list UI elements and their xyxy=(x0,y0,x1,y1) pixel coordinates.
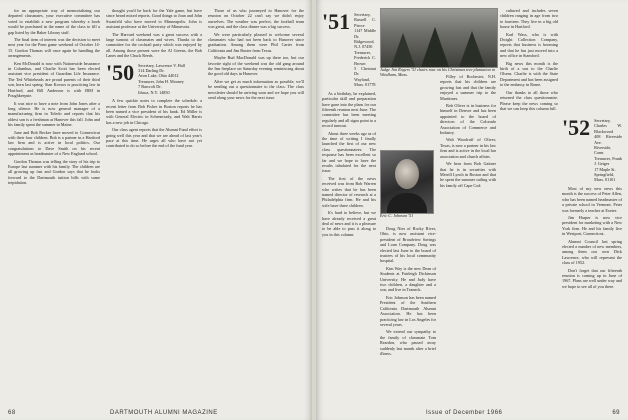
paragraph: Big news this month is the birth of a son to the Charlie Olsens. Charlie is with the State Department and has been assigned to the embassy in Rome. xyxy=(500,60,558,88)
paragraph: Ken McDonald is now with Nationwide Insurance in Columbus, and Charlie Scott has been elected assistant vice president of Guardian Life Insurance. The Ted Whiteheads are proud parents of their third son, born last spring. Stan Kovacs is practicing law in Hartford, and Bill Anderson is with IBM in Poughkeepsie. xyxy=(8,60,100,99)
class-officers xyxy=(138,63,185,95)
paragraph: The final item of interest was the decision to meet next year for the Penn game weekend of October 14-15. Gordon Thomas will once again be handling the arrangements. xyxy=(8,37,100,59)
class-year: '51 xyxy=(322,9,351,34)
treasurer-name: Treasurer, John H. Mooney xyxy=(138,78,184,84)
paragraph: Don't forget that our fifteenth reunion is coming up in June of 1967. Plans are well under way and we hope to see all of you there. xyxy=(562,267,622,289)
paragraph: Bob Oliver is in business for himself in Denver and has been appointed to the board of directors of the Colorado Association of Commerce and Industry. xyxy=(440,103,496,136)
face-shape xyxy=(395,159,419,189)
shoulders-shape xyxy=(387,193,427,213)
secretary-city: Riverside, Conn. xyxy=(594,145,612,156)
treasurer-name: Treasurer, Frederick C. Brown xyxy=(354,49,376,66)
secretary-name: Secretary, Russell C. Pierce xyxy=(354,12,376,28)
paragraph: Kim Way is the new Dean of Students at Fairleigh Dickinson University. He and Judy have two children, a daughter and a son, and live in Teaneck. xyxy=(380,265,436,293)
secretary-street: 1147 Middle Dr. xyxy=(354,28,376,39)
paragraph: cultured and includes seven children ranging in age from two to fourteen. They live in a big old house in Hartford. xyxy=(500,8,558,30)
right-page xyxy=(316,0,628,420)
right-column-4 xyxy=(500,8,558,402)
treasurer-name: Treasurer, Frank J. Geiger xyxy=(594,155,622,167)
page-number: 68 xyxy=(8,410,16,416)
tree-shape xyxy=(421,27,449,67)
paragraph: thought you'd be back for the Yale game, but have since heard mixed reports. Good things to Joan and John Swanfeld who have moved to Minneapolis. John is assistant professor at the University of Minnesota. xyxy=(106,8,202,30)
treasurer-street: 7 Barcroft Dr. xyxy=(138,84,162,90)
secretary-city: Ridgewood, N.J. 07450 xyxy=(354,39,375,50)
christmas-tree-photo xyxy=(380,8,498,68)
secretary-street: 408 Riverside Ave. xyxy=(594,134,622,145)
class-year: '50 xyxy=(106,59,135,85)
class-officers xyxy=(594,118,622,183)
left-page xyxy=(0,0,312,420)
paragraph: Those of us who journeyed to Hanover for the reunion on October 22 can't say we didn't enjoy ourselves. The weather was perfect, the football team was great, and the class dinner was a big success. xyxy=(208,8,304,30)
treasurer-city: Springfield, Mass. 01101 xyxy=(594,172,616,183)
paragraph: Maybe Bud MacDonald was up there too, but our favorite sight of the weekend was the old gang around the Inn fireplace on Saturday evening reminiscing about the good old days in Hanover. xyxy=(208,55,304,77)
paragraph: Karl Wass, who is with Dwight Collection Company, reports that business is booming and that he has just moved into a new office in Stamford. xyxy=(500,31,558,59)
portrait-caption: Eric C. Johnson '51 xyxy=(380,213,414,218)
paragraph: We hear from Bob Gaitner that he is in securities with Merrill Lynch in Boston and that he spent the summer sailing with his family off Cape Cod. xyxy=(440,161,496,188)
treasurer-street: 17 Maple St. xyxy=(594,166,616,172)
paragraph: Doug Nies of Rocky River, Ohio, is now assistant vice-president of Broadview Savings and Loan Company. Doug was elected last June to the board of trustees of his local community hospital. xyxy=(380,226,436,264)
paragraph: Jim Harper is now vice president for marketing with a New York firm. He and his family live in Westport, Connecticut. xyxy=(562,214,622,237)
footer-title: DARTMOUTH ALUMNI MAGAZINE xyxy=(110,410,218,416)
left-column-3 xyxy=(208,8,304,402)
tree-shape xyxy=(459,31,485,67)
secretary-city: Avon Lake, Ohio 44012 xyxy=(138,73,179,79)
paragraph: As a birthday, he explained, particular skill and preparation have gone into the plans for our fifteenth reunion next June. The committee has been meeting regularly and all signs point to a record turnout. xyxy=(322,90,376,129)
paragraph: It's hard to believe, but we have already received a great deal of news and it is a pleasure to be able to pass it along to you in this column. xyxy=(322,210,376,237)
paragraph: Alumni Council last spring elected a number of new members, among them our own Dick Lawrence, who will represent the class of 1952. xyxy=(562,238,622,266)
class-officers xyxy=(354,12,376,88)
treasurer-city: Ithaca, N.Y. 14850 xyxy=(138,89,170,95)
right-column-5 xyxy=(562,8,622,402)
treasurer-city: Wayland, Mass. 01778 xyxy=(354,76,376,88)
treasurer-street: 5 Chestnut Dr. xyxy=(354,66,376,77)
paragraph: After we get as much information as possible, we'll be sending out a questionnaire to the class. The class newsletter should be arriving soon and we hope you will send along your news for the next issue. xyxy=(208,78,304,101)
paragraph: The first of the news received was from Bob Warren who writes that he has been named director of research at a Philadelphia firm. He and his wife have three children. xyxy=(322,175,376,208)
secretary-name: Secretary, Lawrence V. Hall xyxy=(138,62,186,68)
paragraph: The Harvard weekend was a great success with a large turnout of classmates and wives. Thanks to the committee for the cocktail party which was enjoyed by all. Among those present were the Al Greens, the Bob Lanes and the Chuck Reeds. xyxy=(106,31,202,59)
paragraph: Most of my new news this month is the success of Peter Allen, who has been named headmaster of a private school in Vermont. Peter was formerly a teacher at Exeter. xyxy=(562,185,622,213)
paragraph: We were particularly pleased to welcome several classmates who had not been back to Hanover since graduation. Among them were Phil Carter from California and Jim Baxter from Texas. xyxy=(208,31,304,53)
right-column-2 xyxy=(380,226,436,402)
secretary-street: 314 Darling Dr. xyxy=(138,68,165,74)
class-52-heading xyxy=(562,115,622,183)
secretary-name: Secretary, Charles W. Blackwood xyxy=(594,118,622,134)
paragraph: Gordon Thomas was telling the story of his trip to Europe last summer with his family. The children are all growing up fast and Gordon says that he looks forward to the Dartmouth tuition bills with some trepidation. xyxy=(8,158,100,186)
right-column-3 xyxy=(440,74,496,402)
class-50-heading xyxy=(106,59,202,95)
paragraph: Our class agent reports that the Alumni Fund effort is going well this year and that we are ahead of last year's pace at this time. He urges all who have not yet contributed to do so before the end of the fund year. xyxy=(106,127,202,149)
page-number: 69 xyxy=(612,410,620,416)
portrait-photo xyxy=(380,150,434,214)
left-column-1 xyxy=(8,8,100,402)
right-column-1 xyxy=(322,8,376,402)
left-column-2 xyxy=(106,8,202,402)
paragraph: Walt Woodruff of Oliver, Texas, is now a partner in his law firm and is active in the local bar association and church affairs. xyxy=(440,137,496,159)
paragraph: for an appropriate way of memorializing our departed classmates, your executive committee has voted to establish a new program whereby a book would be purchased in the name of the class to fill a gap listed by the Baker Library staff. xyxy=(8,8,100,35)
class-51-heading xyxy=(322,9,376,88)
paragraph: We extend our sympathy to the family of classmate Tom Reardon, who passed away suddenly last month after a brief illness. xyxy=(380,329,436,356)
paragraph: June and Bob Becker have moved to Connecticut with their four children. Bob is a partner in a Hartford law firm and is active in local politics. Our congratulations to Dave Smith on his recent appointment as headmaster of a New England school. xyxy=(8,129,100,157)
tree-shape xyxy=(391,33,415,67)
paragraph: Eric Johnson has been named President of the Southern California Dartmouth Alumni Association. He has been practicing law in Los Angeles for several years. xyxy=(380,294,436,327)
paragraph: It was nice to have a note from John Jones after a long silence. He is now general manager of a manufacturing firm in Toledo and reports that his oldest son is a freshman at Hanover this fall. John and his family spent the summer in Maine. xyxy=(8,100,100,128)
class-year: '52 xyxy=(562,115,591,140)
footer-title: Issue of December 1966 xyxy=(426,410,503,416)
paragraph: A few quickie notes to complete the schedule: a recent letter from Bob Fisher in Boston reports he has been named a vice president of his bank. Ed Miller is with General Electric in Schenectady, and Walt Harris has a new job in Chicago. xyxy=(106,98,202,125)
photo-caption: Judge Jim Rogers '51 chairs tour on his Christmas tree plantation in Windham, Mass. xyxy=(380,67,496,78)
paragraph: Our thanks to all those who returned the class questionnaire. Please keep the news coming so that we can keep this column full. xyxy=(500,89,558,111)
paragraph: Filley of Rochester, N.H. reports that his children are growing fast and that the family enjoyed a summer trip to the Maritimes. xyxy=(440,74,496,101)
paragraph: About three weeks ago as of the time of writing I finally launched the first of our new class questionnaires. The response has been excellent so far and we hope to have the results tabulated for the next issue. xyxy=(322,130,376,174)
